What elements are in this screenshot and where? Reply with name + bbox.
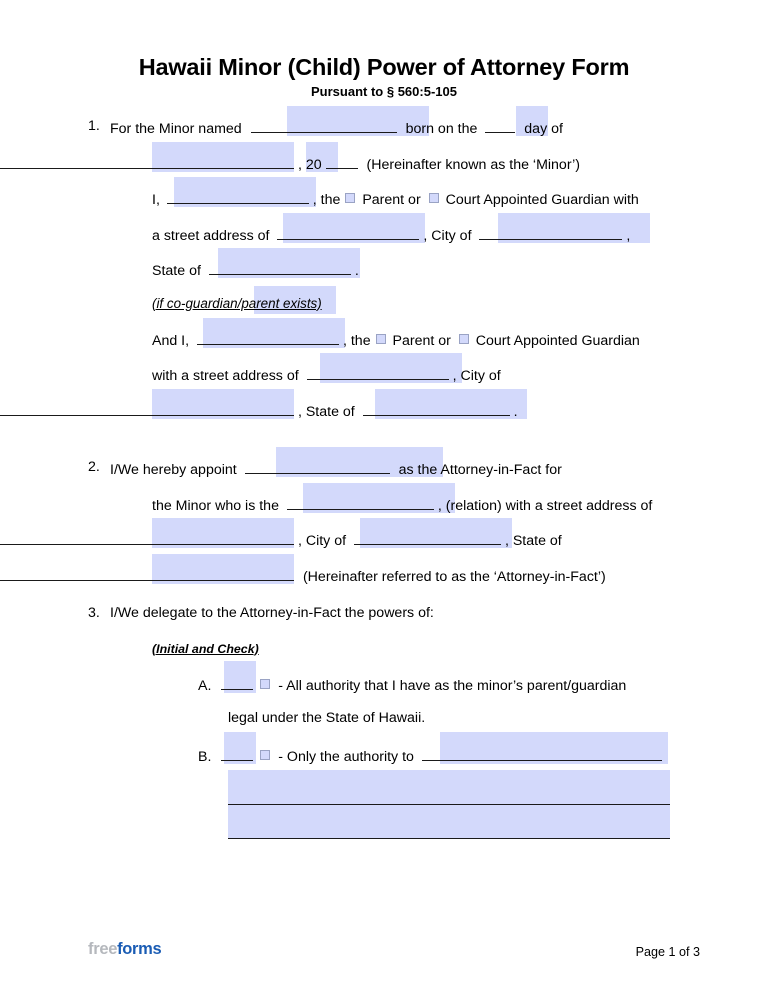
form-line-13	[0, 605, 768, 641]
form-line-12	[0, 566, 768, 602]
item-1-line6-text-a: And I,	[152, 332, 190, 349]
initial-and-check-note: (Initial and Check)	[152, 641, 259, 656]
item-1-line6-text-c: Parent or	[392, 332, 451, 349]
item-3-number: 3.	[88, 605, 100, 621]
page-subtitle: Pursuant to § 560:5-105	[311, 84, 457, 99]
freeforms-logo	[88, 940, 161, 959]
option-b-authority-rule[interactable]	[422, 746, 662, 761]
item-1-line2-text-b: (Hereinafter known as the ‘Minor’)	[366, 156, 580, 173]
option-a-label: A.	[198, 677, 212, 694]
item-1-line4-text-b: , City of	[423, 227, 472, 244]
item-1-line7-text-b: , City of	[452, 368, 501, 385]
option-a-text: - All authority that I have as the minor’s parent/guardian	[278, 677, 627, 694]
form-line-option-a	[0, 675, 768, 711]
option-a-text-continued: legal under the State of Hawaii.	[228, 710, 426, 726]
item-1-line5-text-b: .	[354, 263, 359, 280]
form-line-4	[0, 225, 768, 261]
city-rule[interactable]	[479, 225, 622, 240]
state-rule[interactable]	[209, 260, 351, 275]
item-1-text-a: For the Minor named	[110, 121, 242, 138]
item-2-line3-text-b: , State of	[504, 533, 562, 550]
aif-street-rule[interactable]	[0, 530, 294, 545]
item-2-text-b: as the Attorney-in-Fact for	[398, 462, 562, 479]
item-1-line6-text-d: Court Appointed Guardian	[475, 332, 640, 349]
item-1-line2-text-a: , 20	[297, 156, 322, 173]
coguardian-state-rule[interactable]	[363, 401, 510, 416]
coguardian-street-rule[interactable]	[307, 365, 449, 380]
item-1-number: 1.	[88, 118, 100, 134]
item-1-line3-text-b: , the	[312, 192, 341, 209]
item-3-text: I/We delegate to the Attorney-in-Fact the powers of:	[110, 605, 434, 621]
parent-checkbox[interactable]	[345, 193, 355, 203]
attorney-in-fact-name-rule[interactable]	[245, 459, 390, 474]
item-1-line6-text-b: , the	[342, 332, 371, 349]
page-title: Hawaii Minor (Child) Power of Attorney Form	[138, 54, 630, 80]
form-line-2	[0, 154, 768, 190]
aif-state-rule[interactable]	[0, 566, 294, 581]
item-1-text-b: born on the	[405, 121, 478, 138]
option-b-checkbox[interactable]	[260, 750, 270, 760]
item-2-line4-text-a: (Hereinafter referred to as the ‘Attorney-in-Fact’)	[302, 568, 606, 585]
coguardian-note: (if co-guardian/parent exists)	[152, 295, 322, 311]
item-1-line7-text-a: with a street address of	[152, 368, 299, 385]
logo-text-free: free	[88, 940, 118, 958]
item-1-line4-text-a: a street address of	[152, 227, 270, 244]
form-body	[0, 118, 768, 781]
item-1-text-c: day of	[524, 121, 563, 138]
birth-month-rule[interactable]	[0, 154, 294, 169]
street-address-rule[interactable]	[277, 225, 419, 240]
option-b-label: B.	[198, 748, 212, 765]
form-line-1	[0, 118, 768, 154]
initial-note-line	[0, 641, 768, 675]
option-a-checkbox[interactable]	[260, 679, 270, 689]
principal-name-rule[interactable]	[167, 189, 309, 204]
item-1-line3-text-c: Parent or	[362, 192, 421, 209]
item-1-line8-text-b: .	[513, 403, 518, 420]
item-2-line2-text-a: the Minor who is the	[152, 497, 279, 514]
item-2-line2-text-b: , (relation) with a street address of	[437, 497, 653, 514]
birth-year-rule[interactable]	[326, 154, 358, 169]
option-b-initial-rule[interactable]	[221, 746, 253, 761]
item-1-line3-text-d: Court Appointed Guardian with	[445, 192, 639, 209]
coguardian-name-rule[interactable]	[197, 330, 339, 345]
court-appointed-guardian-checkbox[interactable]	[429, 193, 439, 203]
item-1-line3-text-a: I,	[152, 192, 160, 209]
relation-rule[interactable]	[287, 495, 434, 510]
item-2-text-a: I/We hereby appoint	[110, 462, 237, 479]
option-b-continuation-rule-1[interactable]	[228, 770, 670, 805]
logo-text-forms: forms	[117, 940, 162, 958]
coguardian-parent-checkbox[interactable]	[376, 334, 386, 344]
coguardian-court-appointed-checkbox[interactable]	[459, 334, 469, 344]
minor-name-rule[interactable]	[251, 118, 397, 133]
option-b-continuation-rule-2[interactable]	[228, 804, 670, 839]
coguardian-city-rule[interactable]	[0, 401, 294, 416]
page-number: Page 1 of 3	[635, 945, 700, 959]
form-line-8	[0, 401, 768, 437]
coguardian-note-line	[0, 296, 768, 330]
birth-day-rule[interactable]	[485, 118, 515, 133]
item-1-line4-text-c: ,	[626, 227, 631, 244]
option-b-text: - Only the authority to	[278, 748, 414, 765]
item-1-line8-text-a: , State of	[297, 403, 355, 420]
item-2-line3-text-a: , City of	[297, 533, 347, 550]
aif-city-rule[interactable]	[354, 530, 501, 545]
option-a-initial-rule[interactable]	[221, 675, 253, 690]
form-line-5	[0, 260, 768, 296]
item-2-number: 2.	[88, 459, 100, 475]
form-line-11	[0, 530, 768, 566]
item-1-line5-text-a: State of	[152, 263, 201, 280]
